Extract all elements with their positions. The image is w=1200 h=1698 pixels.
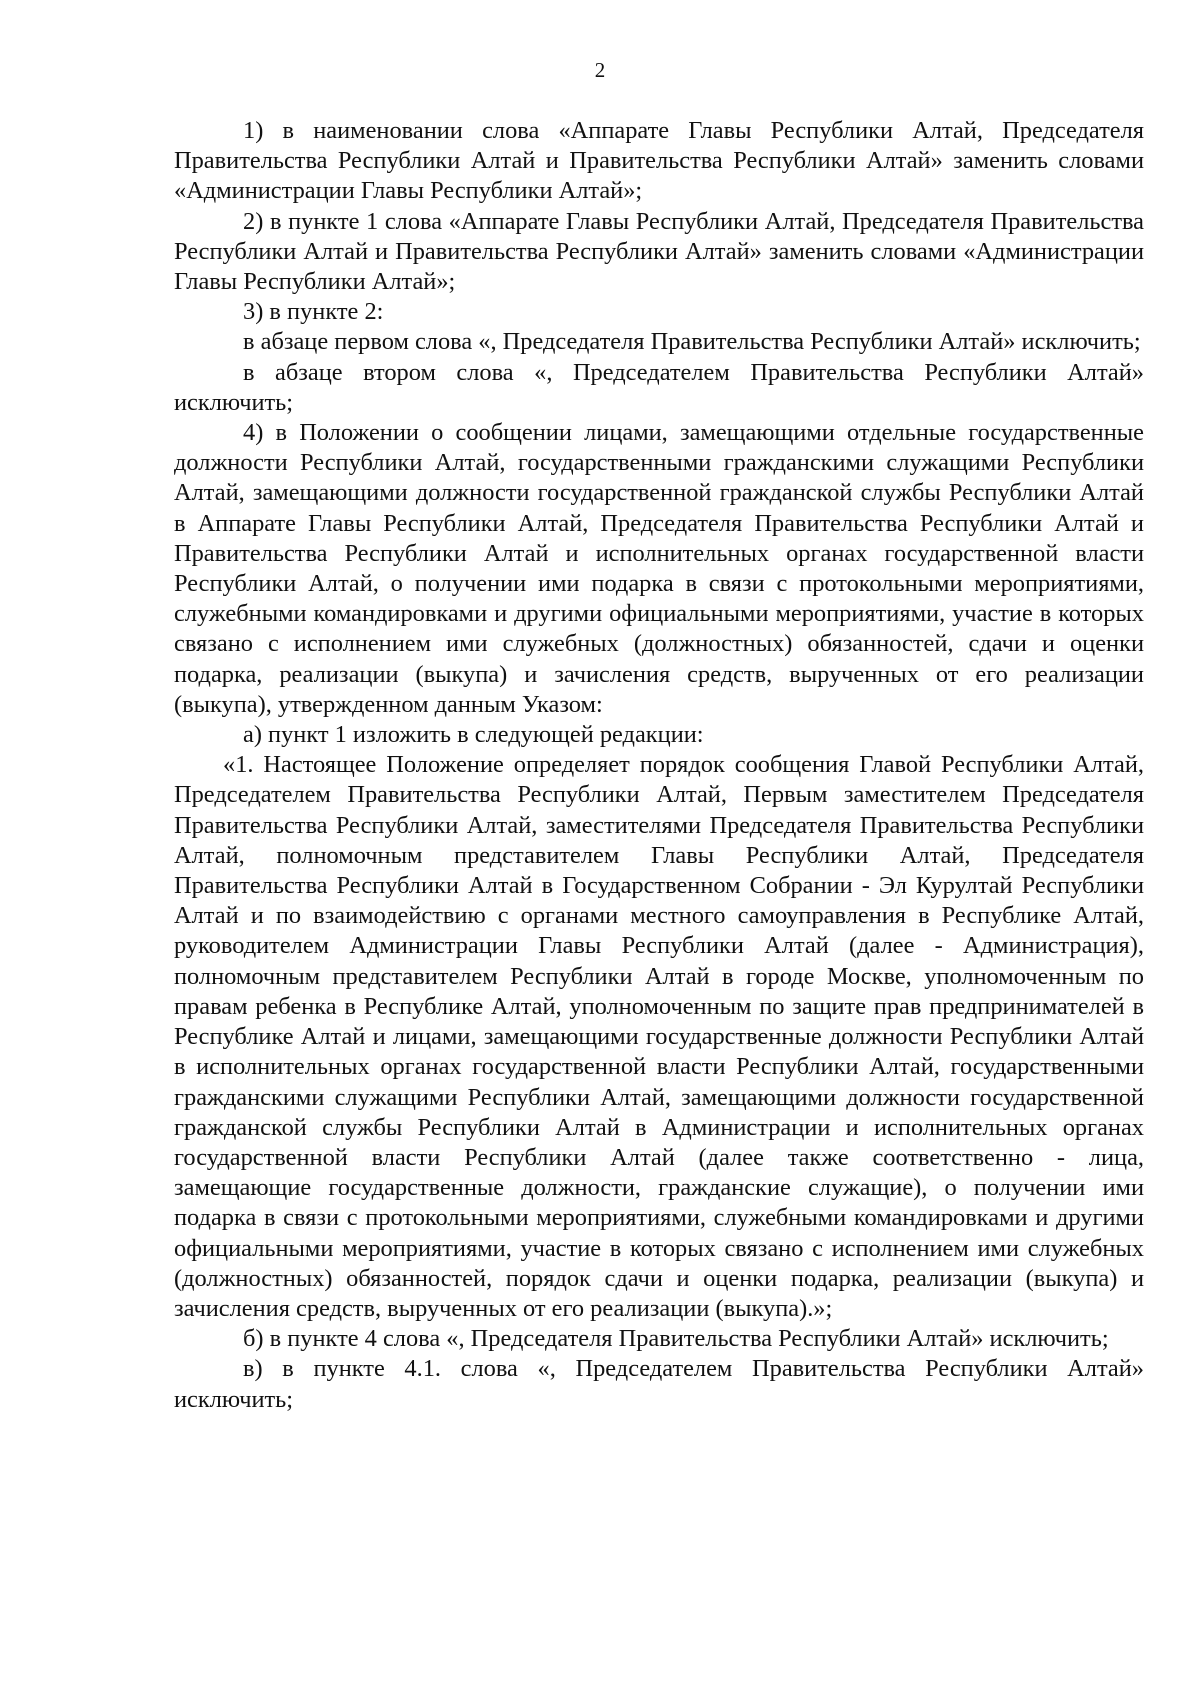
paragraph-item-2: 2) в пункте 1 слова «Аппарате Главы Республики Алтай, Председателя Правительства Республики Алтай и Правительства Республики Алтай» заменить словами «Администрации Главы Республики Алтай»;: [174, 207, 1144, 296]
paragraph-item-3: 3) в пункте 2:: [243, 298, 384, 326]
paragraph-item-3-abzac-1: в абзаце первом слова «, Председателя Правительства Республики Алтай» исключить;: [243, 328, 1141, 356]
paragraph-item-3-abzac-2: в абзаце втором слова «, Председателем Правительства Республики Алтай» исключить;: [174, 358, 1144, 416]
paragraph-item-4: 4) в Положении о сообщении лицами, замещающими отдельные государственные должности Республики Алтай, государственными гражданскими служащими Республики Алтай, замещающими должности государственной гражданской службы Республики Алтай в Аппарате Главы Республики Алтай, Председателя Правительства Республики Алтай и Правительства Республики Алтай и исполнительных органах государственной власти Республики Алтай, о получении ими подарка в связи с протокольными мероприятиями, служебными командировками и другими официальными мероприятиями, участие в которых связано с исполнением ими служебных (должностных) обязанностей, сдачи и оценки подарка, реализации (выкупа) и зачисления средств, вырученных от его реализации (выкупа), утвержденном данным Указом:: [174, 419, 1144, 718]
page-number: 2: [594, 58, 606, 82]
paragraph-subitem-b: б) в пункте 4 слова «, Председателя Правительства Республики Алтай» исключить;: [243, 1325, 1109, 1353]
paragraph-subitem-a: а) пункт 1 изложить в следующей редакции:: [243, 721, 704, 749]
paragraph-new-clause-1: «1. Настоящее Положение определяет порядок сообщения Главой Республики Алтай, Председателем Правительства Республики Алтай, Первым заместителем Председателя Правительства Республики Алтай, заместителями Председателя Правительства Республики Алтай, полномочным представителем Главы Республики Алтай, Председателя Правительства Республики Алтай в Государственном Собрании - Эл Курултай Республики Алтай и по взаимодействию с органами местного самоуправления в Республике Алтай, руководителем Администрации Главы Республики Алтай (далее - Администрация), полномочным представителем Республики Алтай в городе Москве, уполномоченным по правам ребенка в Республике Алтай, уполномоченным по защите прав предпринимателей в Республике Алтай и лицами, замещающими государственные должности Республики Алтай в исполнительных органах государственной власти Республики Алтай, государственными гражданскими служащими Республики Алтай, замещающими должности государственной гражданской службы Республики Алтай в Администрации и исполнительных органах государственной власти Республики Алтай (далее также соответственно - лица, замещающие государственные должности, гражданские служащие), о получении ими подарка в связи с протокольными мероприятиями, служебными командировками и другими официальными мероприятиями, участие в которых связано с исполнением ими служебных (должностных) обязанностей, порядок сдачи и оценки подарка, реализации (выкупа) и зачисления средств, вырученных от его реализации (выкупа).»;: [174, 751, 1144, 1322]
paragraph-subitem-v: в) в пункте 4.1. слова «, Председателем Правительства Республики Алтай» исключить;: [174, 1355, 1144, 1413]
paragraph-item-1: 1) в наименовании слова «Аппарате Главы Республики Алтай, Председателя Правительства Республики Алтай и Правительства Республики Алтай» заменить словами «Администрации Главы Республики Алтай»;: [174, 117, 1144, 205]
document-body: [174, 116, 1144, 1415]
